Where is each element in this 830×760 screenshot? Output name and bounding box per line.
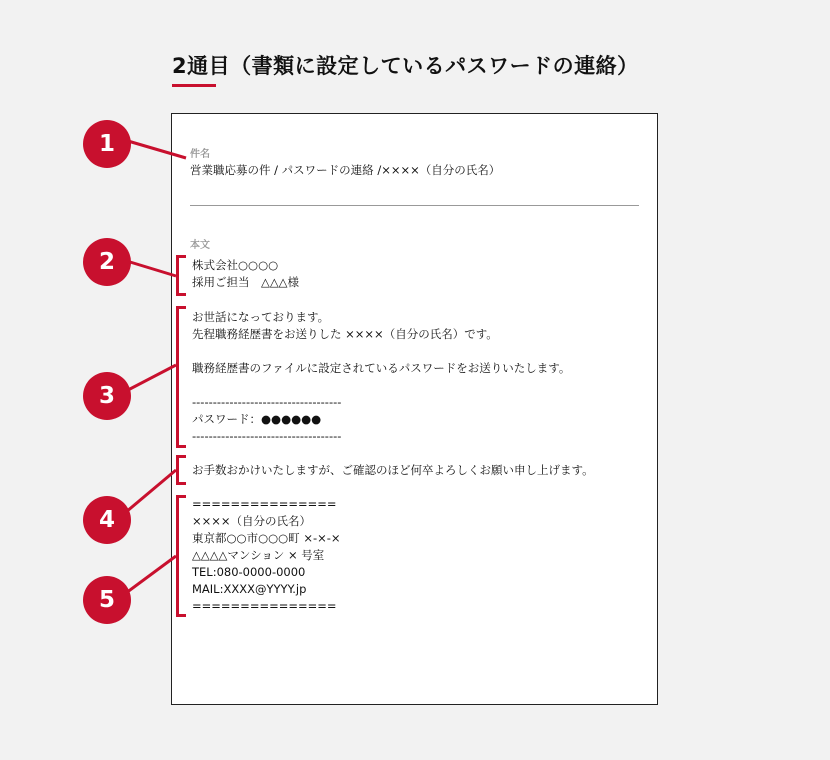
signature-line: 東京都○○市○○○町 ×-×-×: [192, 531, 341, 545]
body-label: 本文: [190, 240, 210, 251]
addressee-company: 株式会社○○○○: [192, 258, 279, 272]
connector-3: [128, 365, 176, 390]
greeting-line: お世話になっております。: [192, 310, 330, 324]
subject-text: 営業職応募の件 / パスワードの連絡 /××××（自分の氏名）: [190, 163, 501, 177]
addressee-person: 採用ご担当 △△△様: [192, 275, 300, 289]
subject-label: 件名: [190, 149, 210, 160]
connector-1: [128, 141, 186, 158]
signature-line: ===============: [192, 599, 337, 613]
connector-4: [126, 470, 176, 512]
badge-1: 1: [83, 120, 131, 168]
signature-line: ===============: [192, 497, 337, 511]
signature-line: △△△△マンション × 号室: [192, 548, 325, 562]
signature-line: ××××（自分の氏名）: [192, 514, 312, 528]
divider-bottom: ------------------------------------: [192, 429, 342, 443]
badge-3: 3: [83, 372, 131, 420]
password-line: パスワード：●●●●●●: [192, 412, 322, 426]
notice-line: 職務経歴書のファイルに設定されているパスワードをお送りいたします。: [192, 361, 571, 375]
page-title: 2通目（書類に設定しているパスワードの連絡）: [172, 54, 639, 78]
divider-top: ------------------------------------: [192, 395, 342, 409]
intro-line: 先程職務経歴書をお送りした ××××（自分の氏名）です。: [192, 327, 498, 341]
signature-line: MAIL:XXXX@YYYY.jp: [192, 582, 307, 596]
badge-5: 5: [83, 576, 131, 624]
connector-5: [126, 556, 176, 593]
connector-2: [130, 262, 176, 276]
badge-4: 4: [83, 496, 131, 544]
signature-line: TEL:080-0000-0000: [192, 565, 306, 579]
badge-2: 2: [83, 238, 131, 286]
closing-line: お手数おかけいたしますが、ご確認のほど何卒よろしくお願い申し上げます。: [192, 463, 594, 477]
